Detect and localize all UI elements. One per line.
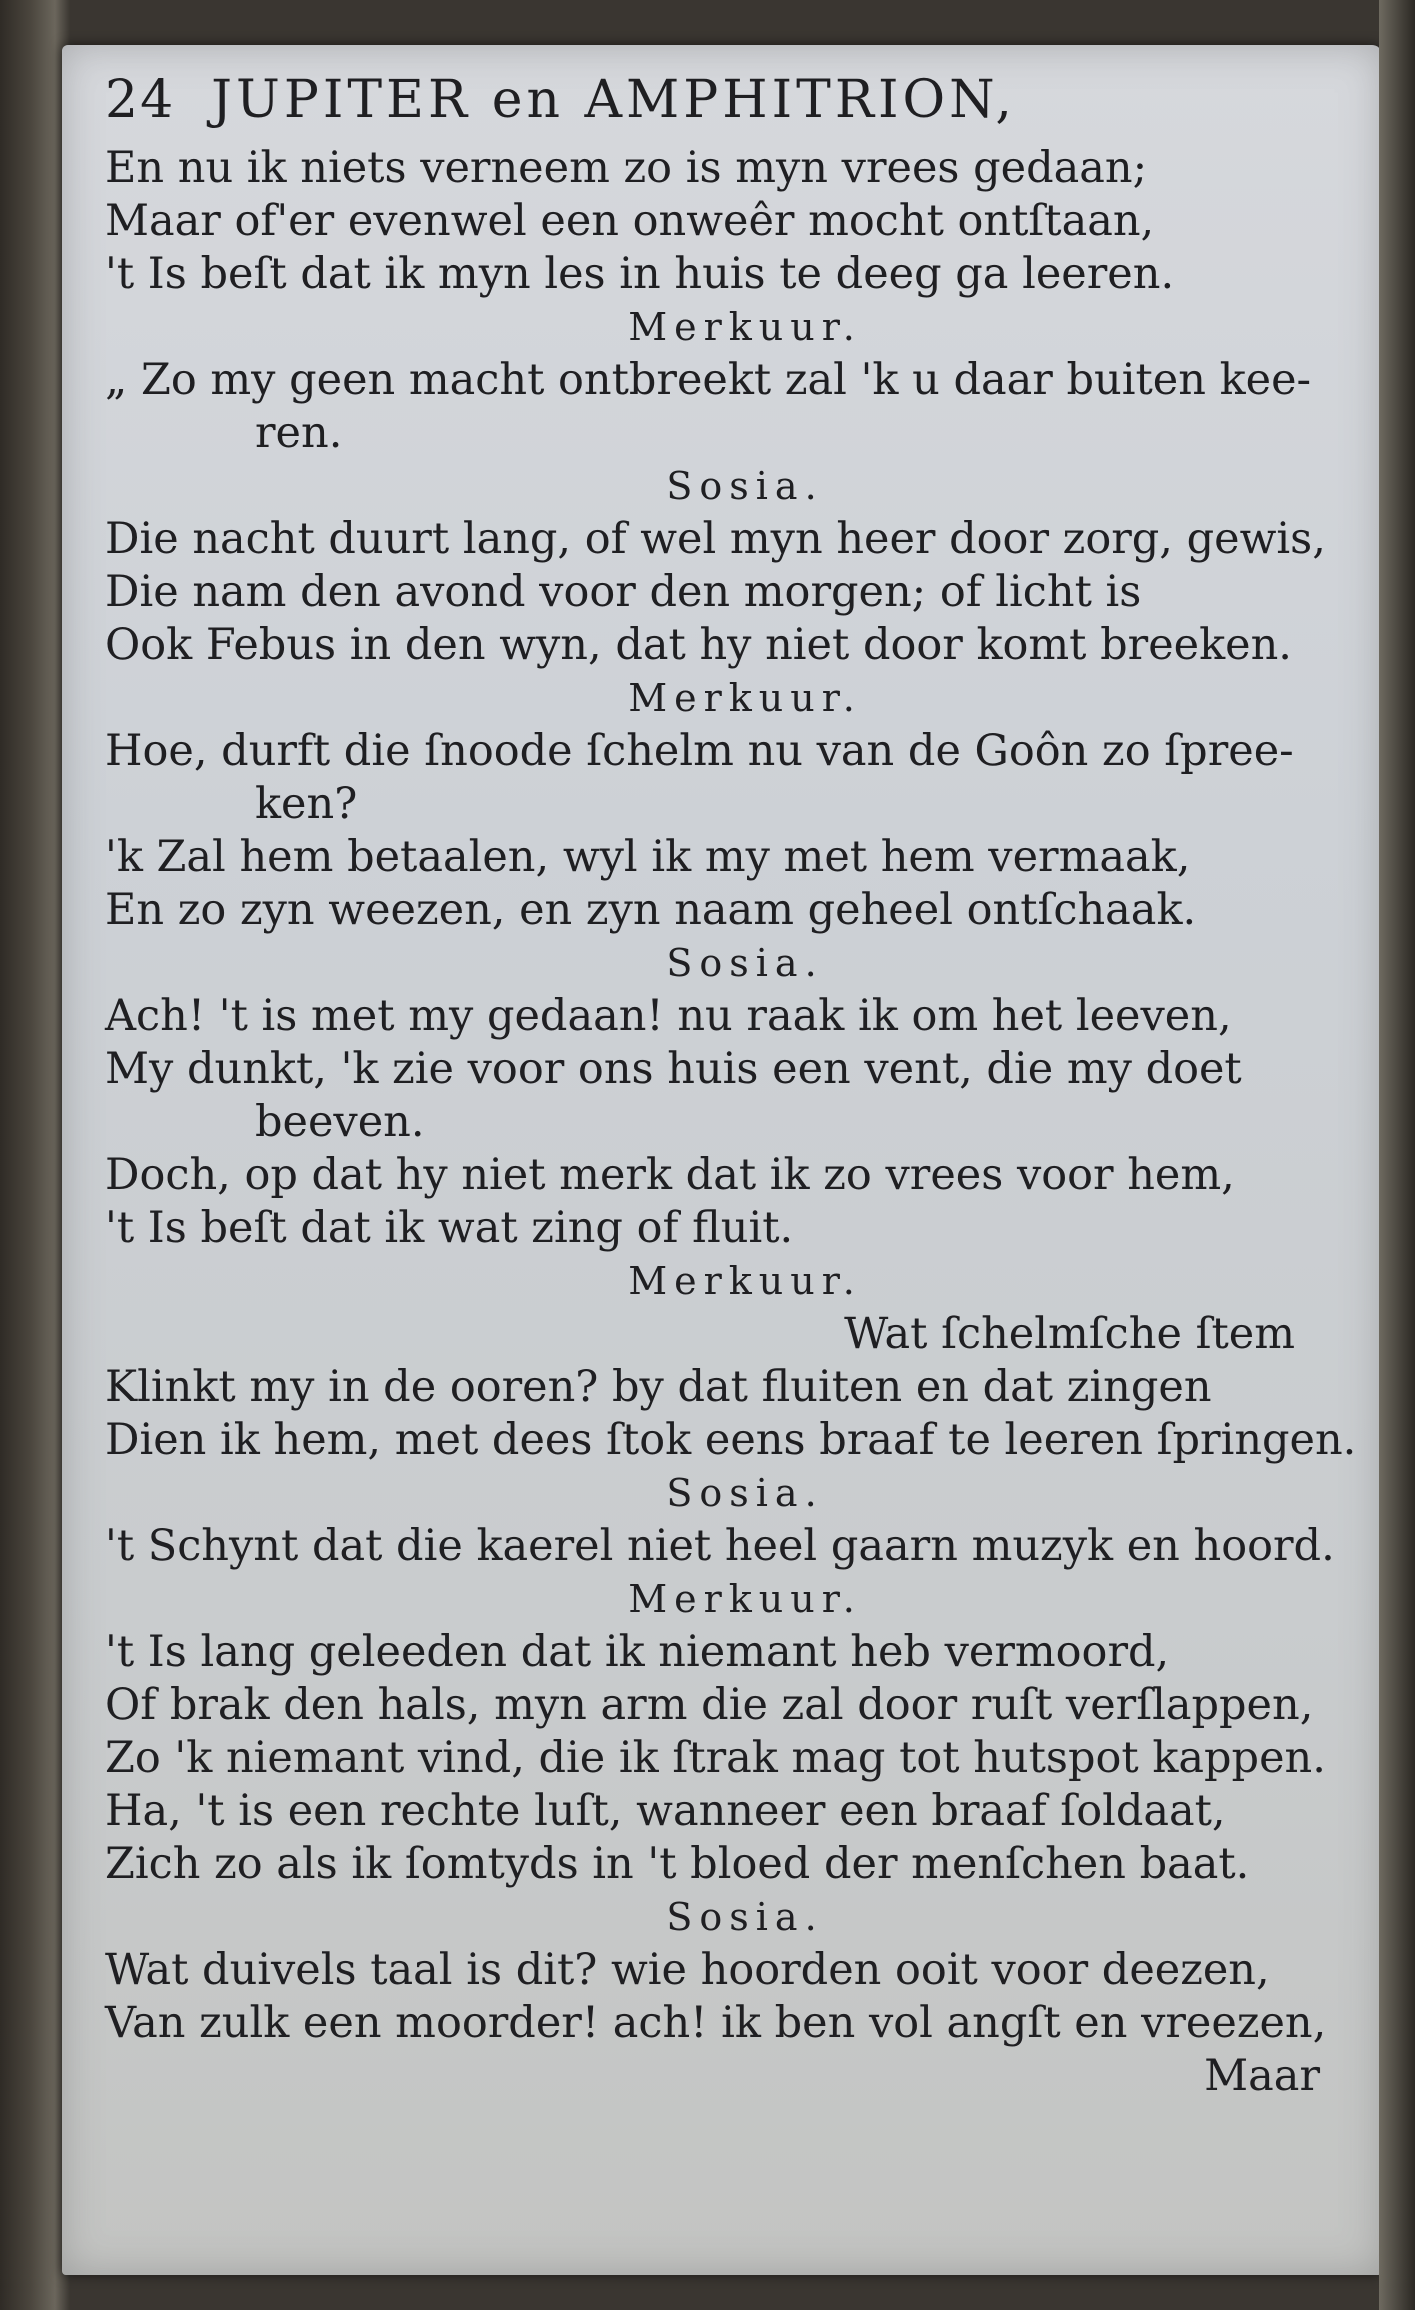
verse-line: 't Is beſt dat ik wat zing of fluit. [105, 1203, 794, 1253]
verse-line: Die nam den avond voor den morgen; of licht is [105, 567, 1142, 617]
verse-line: Klinkt my in de ooren? by dat fluiten en dat zingen [105, 1362, 1212, 1412]
speaker-heading: Merkuur. [628, 1577, 862, 1621]
verse-line: „ Zo my geen macht ontbreekt zal 'k u daar buiten kee- [105, 355, 1312, 405]
verse-line: Wat duivels taal is dit? wie hoorden ooit voor deezen, [105, 1945, 1270, 1995]
verse-line: 't Schynt dat die kaerel niet heel gaarn muzyk en hoord. [105, 1521, 1335, 1571]
speaker-heading: Sosia. [666, 941, 824, 985]
verse-line-continuation: ken? [255, 779, 358, 829]
verse-line: 't Is lang geleeden dat ik niemant heb vermoord, [105, 1627, 1170, 1677]
verse-line: Of brak den hals, myn arm die zal door ruſt verſlappen, [105, 1680, 1314, 1730]
verse-line: Ha, 't is een rechte luſt, wanneer een braaf ſoldaat, [105, 1786, 1226, 1836]
verse-line: Hoe, durft die ſnoode ſchelm nu van de Goôn zo ſpree- [105, 726, 1294, 776]
speaker-heading: Sosia. [666, 464, 824, 508]
verse-line: Zo 'k niemant vind, die ik ſtrak mag tot hutspot kappen. [105, 1733, 1326, 1783]
verse-line: Ach! 't is met my gedaan! nu raak ik om het leeven, [105, 991, 1232, 1041]
verse-line: My dunkt, 'k zie voor ons huis een vent, die my doet [105, 1044, 1242, 1094]
speaker-heading: Merkuur. [628, 676, 862, 720]
catchword: Maar [1204, 2051, 1320, 2101]
verse-line: 't Is beſt dat ik myn les in huis te deeg ga leeren. [105, 249, 1175, 299]
verse-line-half: Wat ſchelmſche ſtem [844, 1309, 1295, 1359]
verse-line: En nu ik niets verneem zo is myn vrees gedaan; [105, 143, 1148, 193]
verse-line: Van zulk een moorder! ach! ik ben vol angſt en vreezen, [105, 1998, 1327, 2048]
verse-line: Zich zo als ik ſomtyds in 't bloed der menſchen baat. [105, 1839, 1250, 1889]
speaker-heading: Sosia. [666, 1471, 824, 1515]
page-text [105, 70, 1357, 2103]
speaker-heading: Merkuur. [628, 305, 862, 349]
speaker-heading: Merkuur. [628, 1259, 862, 1303]
page-header [105, 70, 1345, 142]
verse-line: En zo zyn weezen, en zyn naam geheel ontſchaak. [105, 885, 1197, 935]
verse-line: 'k Zal hem betaalen, wyl ik my met hem vermaak, [105, 832, 1191, 882]
verse-line: Doch, op dat hy niet merk dat ik zo vrees voor hem, [105, 1150, 1235, 1200]
running-title: JUPITER en AMPHITRION, [211, 70, 1016, 130]
verse-line: Dien ik hem, met dees ſtok eens braaf te leeren ſpringen. [105, 1415, 1357, 1465]
verse-line-continuation: beeven. [255, 1097, 425, 1147]
verse-line: Ook Febus in den wyn, dat hy niet door komt breeken. [105, 620, 1292, 670]
speaker-heading: Sosia. [666, 1895, 824, 1939]
book-edge [1379, 0, 1415, 2310]
verse-line: Maar of'er evenwel een onweêr mocht ontſtaan, [105, 196, 1155, 246]
verse-line-continuation: ren. [255, 408, 343, 458]
verse-line: Die nacht duurt lang, of wel myn heer door zorg, gewis, [105, 514, 1326, 564]
page-number: 24 [105, 70, 176, 130]
